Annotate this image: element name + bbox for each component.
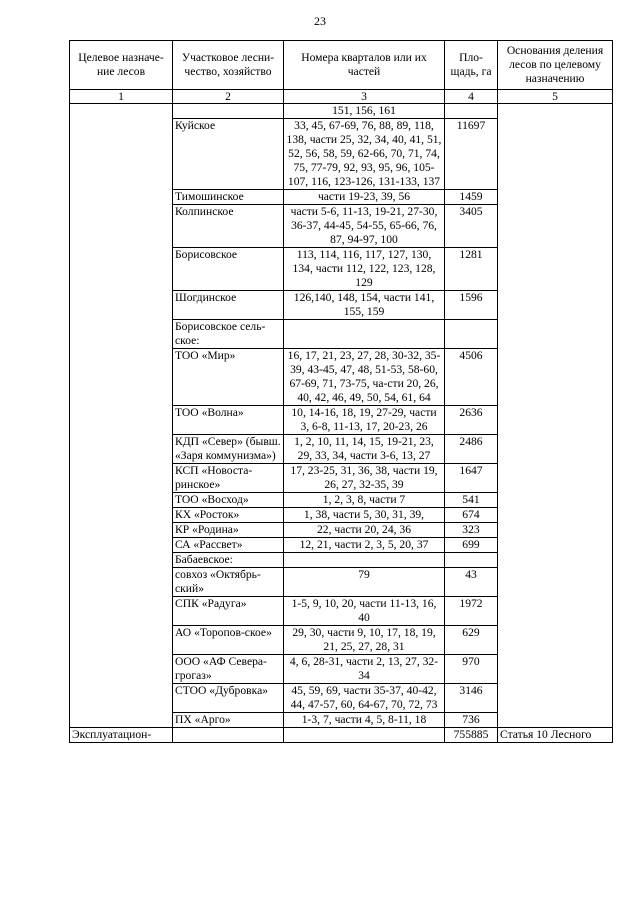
area-cell: 3405	[445, 205, 498, 248]
page-number: 23	[314, 14, 326, 28]
forestry-name-cell: СТОО «Дубровка»	[173, 684, 284, 713]
quarters-cell: 1, 38, части 5, 30, 31, 39,	[284, 508, 445, 523]
area-cell: 1972	[445, 597, 498, 626]
quarters-cell	[284, 553, 445, 568]
quarters-cell: 126,140, 148, 154, части 141, 155, 159	[284, 291, 445, 320]
header-forestry: Участковое лесни-чество, хозяйство	[173, 41, 284, 90]
forestry-name-cell: КХ «Росток»	[173, 508, 284, 523]
forestry-name-cell: СПК «Радуга»	[173, 597, 284, 626]
area-cell	[445, 553, 498, 568]
area-cell: 629	[445, 626, 498, 655]
quarters-cell: 113, 114, 116, 117, 127, 130, 134, части 112, 122, 123, 128, 129	[284, 248, 445, 291]
quarters-cell: 1-5, 9, 10, 20, части 11-13, 16, 40	[284, 597, 445, 626]
quarters-cell: 4, 6, 28-31, части 2, 13, 27, 32-34	[284, 655, 445, 684]
column-number: 1	[70, 90, 173, 104]
forestry-name-cell: АО «Торопов-ское»	[173, 626, 284, 655]
forestry-name-cell: Бабаевское:	[173, 553, 284, 568]
forestry-name-cell: Борисовское	[173, 248, 284, 291]
quarters-cell: 45, 59, 69, части 35-37, 40-42, 44, 47-57, 60, 64-67, 70, 72, 73	[284, 684, 445, 713]
purpose-cell	[70, 104, 173, 728]
forestry-name-cell: Тимошинское	[173, 190, 284, 205]
area-cell: 3146	[445, 684, 498, 713]
area-cell: 736	[445, 713, 498, 728]
forestry-name-cell: ТОО «Восход»	[173, 493, 284, 508]
quarters-cell: 22, части 20, 24, 36	[284, 523, 445, 538]
footer-empty-cell	[284, 728, 445, 743]
area-cell: 4506	[445, 349, 498, 406]
area-cell: 699	[445, 538, 498, 553]
column-number-row	[70, 90, 613, 104]
forestry-name-cell	[173, 104, 284, 119]
footer-empty-cell	[173, 728, 284, 743]
quarters-cell: 12, 21, части 2, 3, 5, 20, 37	[284, 538, 445, 553]
quarters-cell: 151, 156, 161	[284, 104, 445, 119]
area-cell: 1281	[445, 248, 498, 291]
footer-basis-cell: Статья 10 Лесного	[498, 728, 613, 743]
forestry-name-cell: ПХ «Арго»	[173, 713, 284, 728]
column-number: 2	[173, 90, 284, 104]
table-body	[70, 104, 613, 743]
header-purpose: Целевое назначе-ние лесов	[70, 41, 173, 90]
footer-area-cell: 755885	[445, 728, 498, 743]
quarters-cell: 1, 2, 10, 11, 14, 15, 19-21, 23, 29, 33, 34, части 3-6, 13, 27	[284, 435, 445, 464]
basis-cell	[498, 104, 613, 728]
header-basis: Основания деления лесов по целевому назначению	[498, 41, 613, 90]
forestry-name-cell: совхоз «Октябрь-ский»	[173, 568, 284, 597]
area-cell: 970	[445, 655, 498, 684]
area-cell: 323	[445, 523, 498, 538]
footer-category-cell: Эксплуатацион-	[70, 728, 173, 743]
area-cell: 1459	[445, 190, 498, 205]
quarters-cell: 33, 45, 67-69, 76, 88, 89, 118, 138, части 25, 32, 34, 40, 41, 51, 52, 56, 58, 59, 62-66, 70, 71, 74, 75, 77-79, 92, 93, 95, 96, 105-107, 116, 123-126, 131-133, 137	[284, 119, 445, 190]
forestry-name-cell: ТОО «Волна»	[173, 406, 284, 435]
quarters-cell: 1, 2, 3, 8, части 7	[284, 493, 445, 508]
area-cell: 2636	[445, 406, 498, 435]
area-cell: 43	[445, 568, 498, 597]
footer-row	[70, 728, 613, 743]
forestry-name-cell: Шогдинское	[173, 291, 284, 320]
table-row	[70, 104, 613, 119]
column-number: 5	[498, 90, 613, 104]
quarters-cell: 1-3, 7, части 4, 5, 8-11, 18	[284, 713, 445, 728]
area-cell: 2486	[445, 435, 498, 464]
area-cell	[445, 104, 498, 119]
forestry-name-cell: СА «Рассвет»	[173, 538, 284, 553]
quarters-cell	[284, 320, 445, 349]
forest-table	[69, 40, 613, 743]
forestry-name-cell: КДП «Север» (бывш. «Заря коммунизма»)	[173, 435, 284, 464]
quarters-cell: 16, 17, 21, 23, 27, 28, 30-32, 35-39, 43-45, 47, 48, 51-53, 58-60, 67-69, 71, 73-75, ча-сти 20, 26, 40, 42, 46, 49, 50, 54, 61, 64	[284, 349, 445, 406]
area-cell: 1647	[445, 464, 498, 493]
area-cell: 674	[445, 508, 498, 523]
quarters-cell: 29, 30, части 9, 10, 17, 18, 19, 21, 25, 27, 28, 31	[284, 626, 445, 655]
column-number: 3	[284, 90, 445, 104]
forestry-name-cell: Борисовское сель-ское:	[173, 320, 284, 349]
header-area: Пло-щадь, га	[445, 41, 498, 90]
header-row	[70, 41, 613, 90]
forestry-name-cell: Куйское	[173, 119, 284, 190]
area-cell: 1596	[445, 291, 498, 320]
forestry-name-cell: КР «Родина»	[173, 523, 284, 538]
area-cell: 541	[445, 493, 498, 508]
forestry-name-cell: ТОО «Мир»	[173, 349, 284, 406]
area-cell: 11697	[445, 119, 498, 190]
column-number: 4	[445, 90, 498, 104]
quarters-cell: части 19-23, 39, 56	[284, 190, 445, 205]
quarters-cell: 17, 23-25, 31, 36, 38, части 19, 26, 27, 32-35, 39	[284, 464, 445, 493]
forestry-name-cell: КСП «Новоста-ринское»	[173, 464, 284, 493]
quarters-cell: 10, 14-16, 18, 19, 27-29, части 3, 6-8, 11-13, 17, 20-23, 26	[284, 406, 445, 435]
quarters-cell: 79	[284, 568, 445, 597]
forestry-name-cell: Колпинское	[173, 205, 284, 248]
quarters-cell: части 5-6, 11-13, 19-21, 27-30, 36-37, 44-45, 54-55, 65-66, 76, 87, 94-97, 100	[284, 205, 445, 248]
area-cell	[445, 320, 498, 349]
forestry-name-cell: ООО «АФ Севера-грогаз»	[173, 655, 284, 684]
header-quarters: Номера кварталов или их частей	[284, 41, 445, 90]
